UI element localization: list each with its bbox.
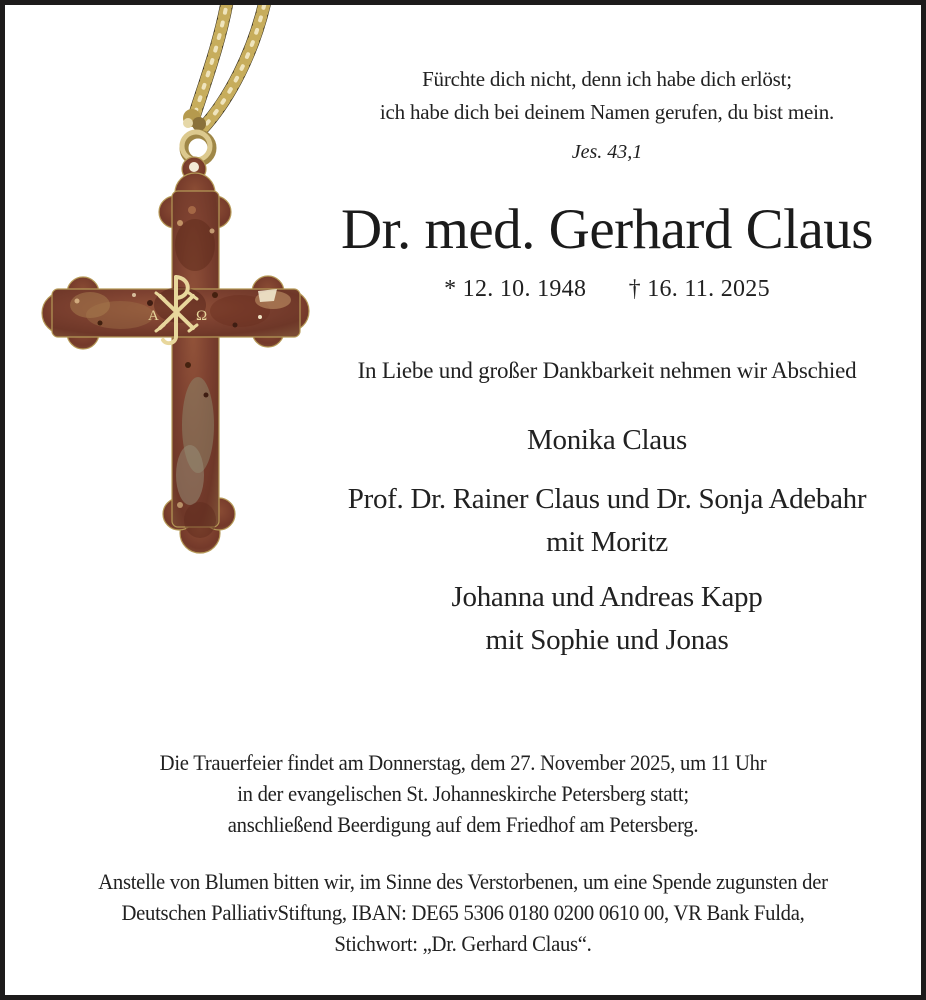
mourner-line: Monika Claus <box>527 424 687 456</box>
mourner-group-1 <box>297 419 917 462</box>
mourner-group-3 <box>297 576 917 662</box>
budded-cross <box>42 157 309 553</box>
donation-line-2: Deutschen PalliativStiftung, IBAN: DE65 5306 0180 0200 0610 00, VR Bank Fulda, <box>121 900 805 925</box>
deceased-name: Dr. med. Gerhard Claus <box>341 198 873 261</box>
scripture-source: Jes. 43,1 <box>571 141 643 163</box>
mourner-line: mit Sophie und Jonas <box>485 624 729 656</box>
funeral-line-3: anschließend Beerdigung auf dem Friedhof am Petersberg. <box>227 812 699 837</box>
scripture-line-2: ich habe dich bei deinem Namen gerufen, du bist mein. <box>379 100 835 124</box>
scripture-line-1: Fürchte dich nicht, denn ich habe dich erlöst; <box>422 67 792 91</box>
donation-line-1: Anstelle von Blumen bitten wir, im Sinne des Verstorbenen, um eine Spende zugunsten der <box>98 869 828 894</box>
cross-pendant-photo <box>30 5 322 570</box>
farewell-line: In Liebe und großer Dankbarkeit nehmen wir Abschied <box>357 358 857 383</box>
life-dates <box>297 274 917 304</box>
obituary-text-column <box>297 63 917 662</box>
service-information <box>5 747 921 959</box>
funeral-details <box>32 747 893 840</box>
death-date: † 16. 11. 2025 <box>628 276 770 302</box>
mourner-line: Johanna und Andreas Kapp <box>451 581 763 613</box>
donation-line-3: Stichwort: „Dr. Gerhard Claus“. <box>334 931 592 956</box>
mourner-group-2 <box>297 478 917 564</box>
birth-date: * 12. 10. 1948 <box>444 276 587 302</box>
necklace-chain <box>183 5 266 131</box>
mourner-line: Prof. Dr. Rainer Claus und Dr. Sonja Adebahr <box>347 483 867 515</box>
donation-details <box>32 866 893 959</box>
omega-letter: Ω <box>196 308 208 324</box>
alpha-letter: Α <box>148 308 159 324</box>
funeral-line-1: Die Trauerfeier findet am Donnerstag, dem 27. November 2025, um 11 Uhr <box>159 750 767 775</box>
mourner-line: mit Moritz <box>546 526 668 558</box>
funeral-line-2: in der evangelischen St. Johanneskirche Petersberg statt; <box>237 781 689 806</box>
